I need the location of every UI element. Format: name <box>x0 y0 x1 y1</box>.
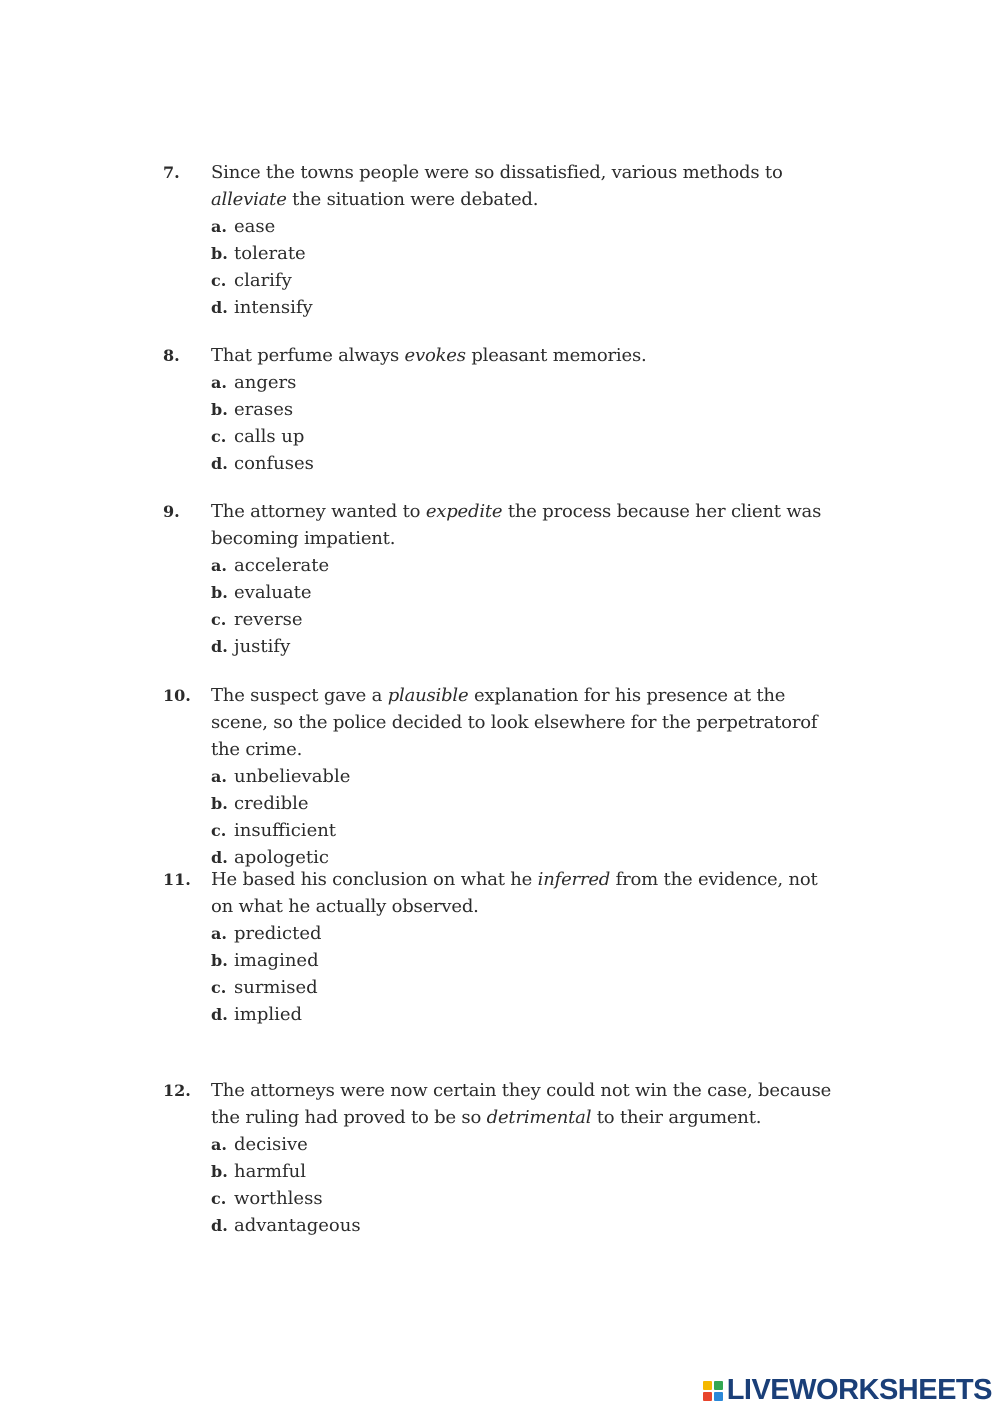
stem-text: The attorneys were now certain they could not win the case, because the ruling had proved to be so <box>211 1080 832 1128</box>
question-stem <box>211 1077 843 1131</box>
answer-option[interactable] <box>211 790 843 817</box>
option-letter: d. <box>211 1005 228 1024</box>
option-letter: b. <box>211 400 228 419</box>
option-text: tolerate <box>234 243 306 264</box>
option-text: worthless <box>234 1188 323 1209</box>
answer-option[interactable] <box>211 817 843 844</box>
liveworksheets-logo-icon <box>703 1381 723 1401</box>
answer-option[interactable] <box>211 1185 843 1212</box>
option-letter: d. <box>211 1216 228 1235</box>
stem-text: The suspect gave a <box>211 685 388 706</box>
answer-option[interactable] <box>211 369 843 396</box>
option-text: predicted <box>234 923 322 944</box>
option-text: intensify <box>234 297 313 318</box>
question-stem <box>211 498 843 552</box>
option-list <box>211 763 843 871</box>
option-letter: d. <box>211 454 228 473</box>
stem-text: from the evidence, not on what he actually observed. <box>211 869 818 917</box>
option-text: apologetic <box>234 847 329 868</box>
option-text: evaluate <box>234 582 312 603</box>
option-text: advantageous <box>234 1215 361 1236</box>
answer-option[interactable] <box>211 606 843 633</box>
keyword: inferred <box>537 869 611 890</box>
option-letter: b. <box>211 244 228 263</box>
answer-option[interactable] <box>211 1158 843 1185</box>
answer-option[interactable] <box>211 213 843 240</box>
question-stem <box>211 159 843 213</box>
stem-text: The attorney wanted to <box>211 501 426 522</box>
answer-option[interactable] <box>211 579 843 606</box>
option-text: surmised <box>234 977 318 998</box>
option-letter: c. <box>211 610 227 629</box>
answer-option[interactable] <box>211 267 843 294</box>
option-text: decisive <box>234 1134 308 1155</box>
option-text: harmful <box>234 1161 307 1182</box>
option-list <box>211 369 843 477</box>
question-stem <box>211 682 843 763</box>
option-letter: b. <box>211 1162 228 1181</box>
option-letter: b. <box>211 794 228 813</box>
stem-text: He based his conclusion on what he <box>211 869 538 890</box>
option-letter: c. <box>211 427 227 446</box>
keyword: alleviate <box>211 189 287 210</box>
question-stem <box>211 342 843 369</box>
option-text: implied <box>234 1004 303 1025</box>
question-10 <box>163 682 843 871</box>
option-letter: b. <box>211 951 228 970</box>
option-list <box>211 213 843 321</box>
answer-option[interactable] <box>211 552 843 579</box>
stem-text: explanation for his presence at the scene, so the police decided to look elsewhere for the perpetratorof the crime. <box>211 685 818 760</box>
option-letter: a. <box>211 217 227 236</box>
keyword: evokes <box>404 345 466 366</box>
stem-text: Since the towns people were so dissatisfied, various methods to <box>211 162 783 183</box>
option-letter: d. <box>211 848 228 867</box>
option-letter: a. <box>211 924 227 943</box>
answer-option[interactable] <box>211 633 843 660</box>
option-letter: c. <box>211 978 227 997</box>
logo-tile <box>714 1381 723 1390</box>
option-text: angers <box>234 372 297 393</box>
logo-tile <box>703 1392 712 1401</box>
option-list <box>211 552 843 660</box>
option-letter: d. <box>211 298 228 317</box>
answer-option[interactable] <box>211 1212 843 1239</box>
question-9 <box>163 498 843 660</box>
answer-option[interactable] <box>211 294 843 321</box>
question-stem <box>211 866 843 920</box>
option-list <box>211 920 843 1028</box>
stem-text: That perfume always <box>211 345 405 366</box>
option-text: imagined <box>234 950 319 971</box>
option-text: justify <box>234 636 291 657</box>
option-letter: a. <box>211 556 227 575</box>
option-text: credible <box>234 793 309 814</box>
question-11 <box>163 866 843 1028</box>
option-text: confuses <box>234 453 314 474</box>
question-number: 9. <box>163 502 180 521</box>
question-number: 7. <box>163 163 180 182</box>
keyword: expedite <box>425 501 503 522</box>
option-letter: c. <box>211 1189 227 1208</box>
question-7 <box>163 159 843 321</box>
answer-option[interactable] <box>211 1131 843 1158</box>
question-12 <box>163 1077 843 1239</box>
stem-text: pleasant memories. <box>465 345 647 366</box>
option-text: reverse <box>234 609 303 630</box>
option-text: erases <box>234 399 294 420</box>
answer-option[interactable] <box>211 423 843 450</box>
option-text: calls up <box>234 426 305 447</box>
answer-option[interactable] <box>211 974 843 1001</box>
stem-text: the situation were debated. <box>286 189 539 210</box>
answer-option[interactable] <box>211 240 843 267</box>
question-number: 11. <box>163 870 191 889</box>
option-letter: a. <box>211 1135 227 1154</box>
keyword: detrimental <box>486 1107 592 1128</box>
question-number: 10. <box>163 686 191 705</box>
answer-option[interactable] <box>211 947 843 974</box>
logo-tile <box>703 1381 712 1390</box>
stem-text: the process because her client was becoming impatient. <box>211 501 822 549</box>
option-text: unbelievable <box>234 766 351 787</box>
option-letter: a. <box>211 767 227 786</box>
option-text: clarify <box>234 270 292 291</box>
answer-option[interactable] <box>211 450 843 477</box>
question-number: 8. <box>163 346 180 365</box>
answer-option[interactable] <box>211 1001 843 1028</box>
liveworksheets-logo[interactable] <box>703 1374 992 1407</box>
option-letter: d. <box>211 637 228 656</box>
logo-text: LIVEWORKSHEETS <box>726 1374 992 1406</box>
option-text: insufficient <box>234 820 337 841</box>
keyword: plausible <box>387 685 469 706</box>
answer-option[interactable] <box>211 763 843 790</box>
option-text: accelerate <box>234 555 330 576</box>
question-8 <box>163 342 843 477</box>
option-text: ease <box>234 216 276 237</box>
answer-option[interactable] <box>211 396 843 423</box>
logo-tile <box>714 1392 723 1401</box>
stem-text: to their argument. <box>591 1107 762 1128</box>
option-letter: b. <box>211 583 228 602</box>
option-letter: c. <box>211 821 227 840</box>
option-letter: c. <box>211 271 227 290</box>
option-list <box>211 1131 843 1239</box>
question-number: 12. <box>163 1081 191 1100</box>
option-letter: a. <box>211 373 227 392</box>
answer-option[interactable] <box>211 920 843 947</box>
